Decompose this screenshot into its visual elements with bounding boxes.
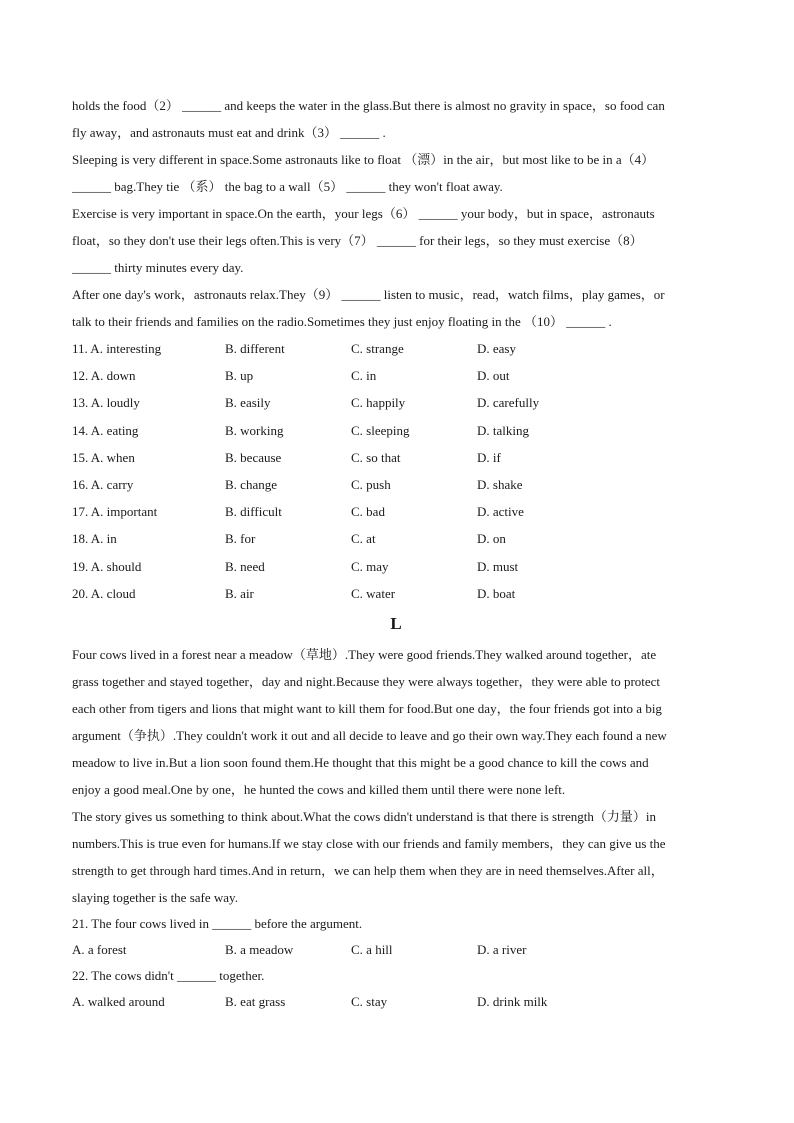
- option-a: 14. A. eating: [72, 422, 139, 438]
- option-c: C. bad: [351, 504, 385, 520]
- option-row-13: [72, 389, 720, 416]
- question-21: [72, 911, 720, 963]
- option-a: 15. A. when: [72, 449, 135, 465]
- option-a: 11. A. interesting: [72, 341, 162, 356]
- option-b: B. change: [225, 476, 277, 492]
- passage-line: float，so they don't use their legs often.This is very（7） ______ for their legs，so they must exercise（8）: [72, 233, 643, 248]
- passage-line: After one day's work，astronauts relax.They（9） ______ listen to music，read，watch films，play games，or: [72, 287, 665, 302]
- passage-line: The story gives us something to think about.What the cows didn't understand is that there is strength（力量）in: [72, 808, 657, 824]
- option-b: B. air: [225, 585, 254, 601]
- passage-line: Four cows lived in a forest near a meadow（草地）.They were good friends.They walked around together，ate: [72, 646, 657, 662]
- option-d: D. must: [477, 558, 519, 574]
- passage-line: numbers.This is true even for humans.If we stay close with our friends and family members，they can give us the: [72, 835, 666, 851]
- passage-line: Exercise is very important in space.On the earth，your legs（6） ______ your body，but in space，astronauts: [72, 206, 655, 221]
- option-c: C. a hill: [351, 941, 393, 957]
- option-row-14: [72, 417, 720, 444]
- option-row-17: [72, 498, 720, 525]
- passage-line: Sleeping is very different in space.Some astronauts like to float （漂）in the air，but most like to be in a（4）: [72, 152, 655, 167]
- option-row-16: [72, 471, 720, 498]
- question-stem: 22. The cows didn't ______ together.: [72, 967, 265, 983]
- options-k: [72, 335, 720, 607]
- option-c: C. happily: [351, 395, 406, 411]
- option-d: D. carefully: [477, 395, 540, 411]
- option-row-11: [72, 335, 720, 362]
- option-c: C. strange: [351, 341, 404, 356]
- option-c: C. water: [351, 585, 396, 601]
- option-b: B. easily: [225, 395, 271, 411]
- option-d: D. a river: [477, 941, 527, 957]
- option-a: 16. A. carry: [72, 476, 134, 492]
- document-page: [72, 92, 720, 1015]
- option-d: D. easy: [477, 341, 516, 356]
- option-row-20: [72, 580, 720, 607]
- option-a: 13. A. loudly: [72, 395, 140, 411]
- passage-line: grass together and stayed together，day and night.Because they were always together，they were able to protect: [72, 673, 661, 689]
- option-b: B. eat grass: [225, 993, 286, 1009]
- passage-line: fly away，and astronauts must eat and drink（3） ______ .: [72, 125, 386, 140]
- option-c: C. at: [351, 531, 376, 547]
- passage-line: argument（争执）.They couldn't work it out and all decide to leave and go their own way.They each found a new: [72, 727, 667, 743]
- section-title: L: [390, 613, 402, 633]
- option-b: B. for: [225, 531, 256, 547]
- option-d: D. shake: [477, 476, 523, 492]
- option-b: B. need: [225, 558, 265, 574]
- option-c: C. may: [351, 558, 389, 574]
- option-a: A. a forest: [72, 941, 127, 957]
- option-row-12: [72, 362, 720, 389]
- option-c: C. so that: [351, 449, 401, 465]
- passage-line: slaying together is the safe way.: [72, 889, 238, 905]
- option-a: 20. A. cloud: [72, 585, 136, 601]
- option-a: 17. A. important: [72, 504, 158, 520]
- passage-l: [72, 641, 720, 911]
- option-b: B. because: [225, 449, 282, 465]
- option-d: D. if: [477, 449, 501, 465]
- question-stem: 21. The four cows lived in ______ before the argument.: [72, 915, 363, 931]
- passage-line: holds the food（2） ______ and keeps the water in the glass.But there is almost no gravity in space，so food can: [72, 98, 665, 113]
- question-options: [72, 937, 720, 963]
- option-b: B. working: [225, 422, 284, 438]
- option-d: D. out: [477, 368, 510, 384]
- option-a: A. walked around: [72, 993, 165, 1009]
- option-b: B. a meadow: [225, 941, 294, 957]
- passage-line: talk to their friends and families on the radio.Sometimes they just enjoy floating in the （10） ______ .: [72, 314, 612, 329]
- passage-line: meadow to live in.But a lion soon found them.He thought that this might be a good chance to kill the cows and: [72, 754, 649, 770]
- option-d: D. boat: [477, 585, 516, 601]
- option-row-15: [72, 444, 720, 471]
- passage-line: ______ thirty minutes every day.: [72, 260, 244, 275]
- passage-line: each other from tigers and lions that might want to kill them for food.But one day，the four friends got into a big: [72, 700, 662, 716]
- passage-line: enjoy a good meal.One by one，he hunted the cows and killed them until there were none left.: [72, 781, 566, 797]
- option-row-19: [72, 553, 720, 580]
- option-d: D. talking: [477, 422, 529, 438]
- passage-line: strength to get through hard times.And in return，we can help them when they are in need themselves.After all，: [72, 862, 664, 878]
- passage-k: [72, 92, 720, 335]
- option-d: D. active: [477, 504, 524, 520]
- option-b: B. different: [225, 341, 285, 356]
- option-row-18: [72, 525, 720, 552]
- option-c: C. in: [351, 368, 377, 384]
- passage-line: ______ bag.They tie （系） the bag to a wall（5） ______ they won't float away.: [72, 179, 503, 194]
- option-c: C. stay: [351, 993, 388, 1009]
- option-a: 19. A. should: [72, 558, 142, 574]
- option-b: B. difficult: [225, 504, 282, 520]
- option-a: 12. A. down: [72, 368, 136, 384]
- option-c: C. push: [351, 476, 391, 492]
- option-a: 18. A. in: [72, 531, 117, 547]
- question-22: [72, 963, 720, 1015]
- option-d: D. drink milk: [477, 993, 548, 1009]
- option-b: B. up: [225, 368, 254, 384]
- option-c: C. sleeping: [351, 422, 410, 438]
- question-options: [72, 989, 720, 1015]
- option-d: D. on: [477, 531, 506, 547]
